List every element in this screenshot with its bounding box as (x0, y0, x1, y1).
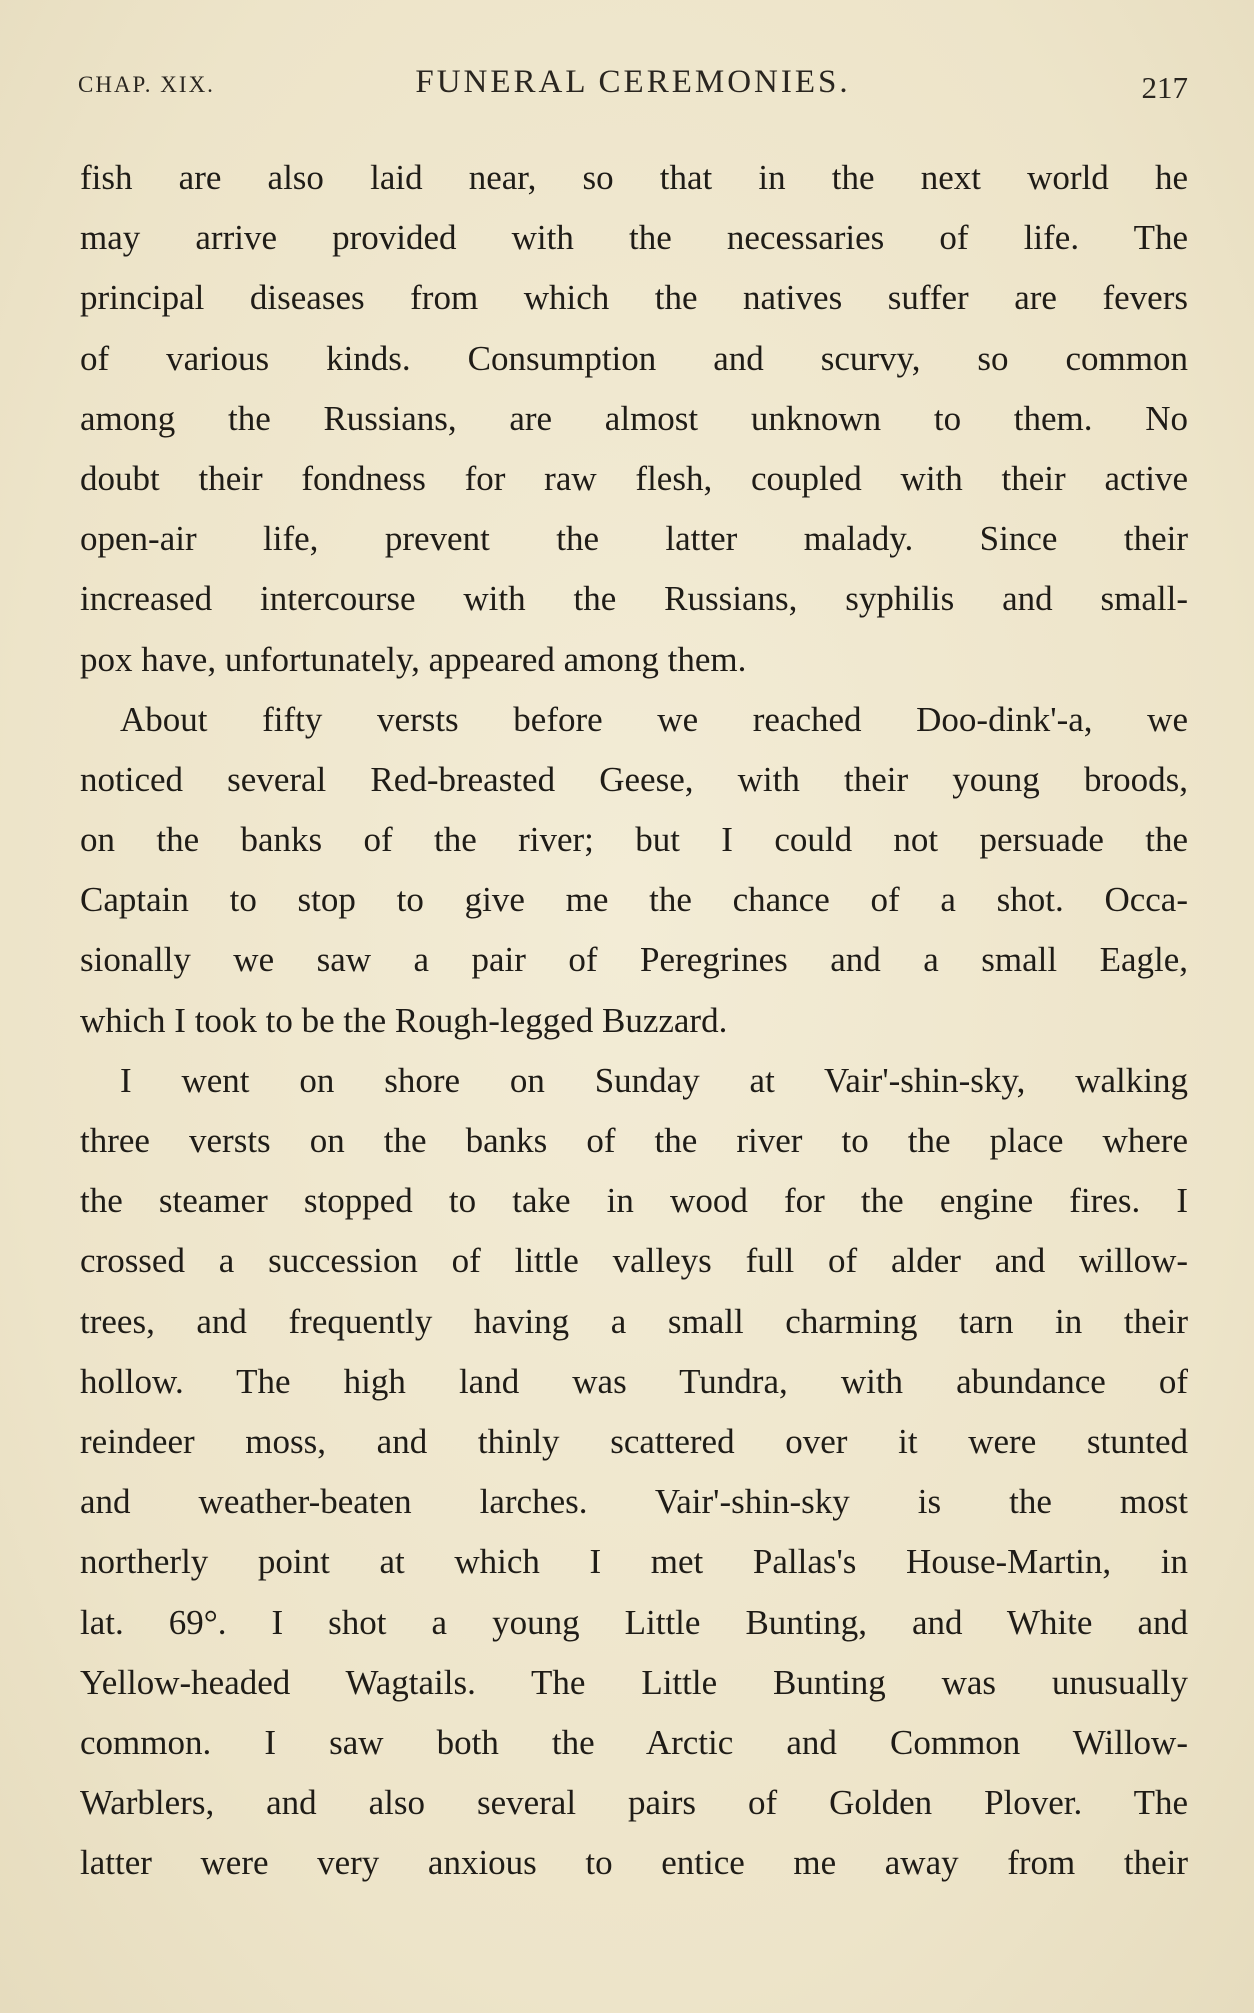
text-line: may arrive provided with the necessaries of life. The (80, 218, 1188, 258)
text-line: noticed several Red-breasted Geese, with their young broods, (80, 759, 1188, 799)
text-line: latter were very anxious to entice me away from their (80, 1843, 1188, 1883)
chapter-label: CHAP. XIX. (78, 72, 215, 97)
text-line: Warblers, and also several pairs of Golden Plover. The (80, 1783, 1188, 1823)
text-line: on the banks of the river; but I could not persuade the (80, 820, 1188, 860)
text-line: doubt their fondness for raw flesh, coupled with their active (80, 458, 1188, 498)
text-line: crossed a succession of little valleys full of alder and willow- (80, 1241, 1188, 1281)
text-line: common. I saw both the Arctic and Common Willow- (80, 1722, 1188, 1762)
page-number: 217 (1141, 70, 1188, 105)
running-header (78, 62, 1188, 112)
text-line: the steamer stopped to take in wood for the engine fires. I (80, 1181, 1188, 1221)
text-line: Yellow-headed Wagtails. The Little Bunting was unusually (80, 1662, 1188, 1702)
body-text (80, 148, 1188, 1893)
text-line: of various kinds. Consumption and scurvy, so common (80, 338, 1188, 378)
paragraph-first-line: About fifty versts before we reached Doo-dink'-a, we (120, 699, 1188, 739)
text-line: fish are also laid near, so that in the next world he (80, 158, 1188, 197)
running-title: FUNERAL CEREMONIES. (415, 64, 851, 100)
text-line: northerly point at which I met Pallas's House-Martin, in (80, 1542, 1188, 1582)
paragraph-end-line: which I took to be the Rough-legged Buzzard. (80, 1000, 728, 1040)
text-line: reindeer moss, and thinly scattered over it were stunted (80, 1421, 1188, 1461)
paragraph-end-line: pox have, unfortunately, appeared among them. (80, 639, 747, 679)
text-line: sionally we saw a pair of Peregrines and a small Eagle, (80, 940, 1188, 980)
text-line: Captain to stop to give me the chance of a shot. Occa- (80, 880, 1188, 920)
paragraph-first-line: I went on shore on Sunday at Vair'-shin-sky, walking (120, 1060, 1188, 1100)
text-line: among the Russians, are almost unknown to them. No (80, 398, 1188, 438)
text-line: lat. 69°. I shot a young Little Bunting, and White and (80, 1602, 1188, 1642)
text-line: and weather-beaten larches. Vair'-shin-sky is the most (80, 1482, 1188, 1522)
text-line: hollow. The high land was Tundra, with abundance of (80, 1361, 1188, 1401)
text-line: principal diseases from which the natives suffer are fevers (80, 278, 1188, 318)
text-line: trees, and frequently having a small charming tarn in their (80, 1301, 1188, 1341)
text-line: three versts on the banks of the river to the place where (80, 1121, 1188, 1160)
text-line: open-air life, prevent the latter malady. Since their (80, 519, 1188, 559)
text-line: increased intercourse with the Russians, syphilis and small- (80, 579, 1188, 619)
